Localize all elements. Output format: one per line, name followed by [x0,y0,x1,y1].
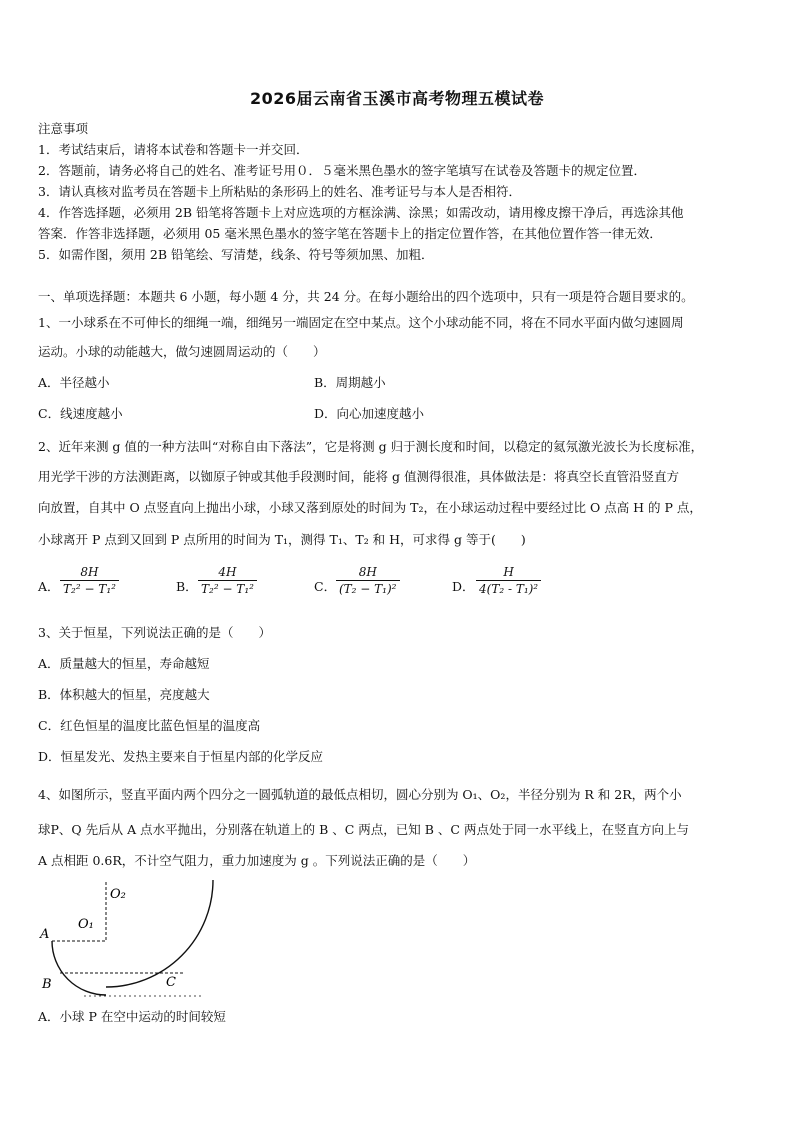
label-b: B [42,977,52,992]
question-2-text: 用光学干涉的方法测距离，以铷原子钟或其他手段测时间，能将 g 值测得很准，具体做法是：将真空长直管沿竖直方 [38,469,679,484]
q2-option-c-formula [336,565,400,596]
small-arc [52,941,106,995]
question-4-text: 球P、Q 先后从 A 点水平抛出，分别落在轨道上的 B 、C 两点，已知 B 、C 两点处于同一水平线上，在竖直方向上与 [38,822,689,837]
q3-option-b: B．体积越大的恒星，亮度越大 [38,687,210,702]
q2-option-b-label: B． [176,579,198,594]
formula-denominator: T₂² − T₁² [198,580,257,596]
notice-item: 答案．作答非选择题，必须用 05 毫米黑色墨水的签字笔在答题卡上的指定位置作答，在其他位置作答一律无效． [38,226,662,241]
question-4-text: A 点相距 0.6R，不计空气阻力，重力加速度为 g 。下列说法正确的是（ ） [38,853,476,868]
label-c: C [166,975,176,990]
notice-item: 5．如需作图，须用 2B 铅笔绘、写清楚，线条、符号等须加黑、加粗． [38,247,434,262]
formula-numerator: 8H [80,565,99,579]
formula-denominator: 4(T₂ - T₁)² [476,580,541,596]
question-4-text: 4、如图所示，竖直平面内两个四分之一圆弧轨道的最低点相切，圆心分别为 O₁、O₂，半径分别为 R 和 2R，两个小 [38,787,682,802]
notice-item: 1．考试结束后，请将本试卷和答题卡一并交回． [38,142,309,157]
formula-numerator: 8H [358,565,377,579]
question-2-text: 向放置，自其中 O 点竖直向上抛出小球，小球又落到原处的时间为 T₂，在小球运动过程中要经过比 O 点高 H 的 P 点， [38,500,702,515]
formula-denominator: T₂² − T₁² [60,580,119,596]
q4-option-a: A．小球 P 在空中运动的时间较短 [38,1009,226,1024]
notice-item: 2．答题前，请务必将自己的姓名、准考证号用０．５毫米黑色墨水的签字笔填写在试卷及答题卡的规定位置． [38,163,646,178]
q1-option-d: D．向心加速度越小 [314,406,425,421]
q2-option-c-label: C． [314,579,337,594]
notice-item: 3．请认真核对监考员在答题卡上所粘贴的条形码上的姓名、准考证号与本人是否相符． [38,184,521,199]
q2-option-a-label: A． [38,579,60,594]
question-2-text: 2、近年来测 g 值的一种方法叫“对称自由下落法”，它是将测 g 归于测长度和时间，以稳定的氦氖激光波长为长度标准， [38,439,704,454]
q2-option-b-formula [198,565,257,596]
question-1-text: 1、一小球系在不可伸长的细绳一端，细绳另一端固定在空中某点。这个小球动能不同，将在不同水平面内做匀速圆周 [38,315,684,330]
q1-option-c: C．线速度越小 [38,406,123,421]
q2-option-d-label: D． [452,579,475,594]
question-3-text: 3、关于恒星，下列说法正确的是（ ） [38,625,271,640]
q3-option-c: C．红色恒星的温度比蓝色恒星的温度高 [38,718,261,733]
notice-item: 4．作答选择题，必须用 2B 铅笔将答题卡上对应选项的方框涂满、涂黑；如需改动，请用橡皮擦干净后，再选涂其他 [38,205,684,220]
q1-option-a: A．半径越小 [38,375,110,390]
q3-option-d: D．恒星发光、发热主要来自于恒星内部的化学反应 [38,749,324,764]
question-2-text: 小球离开 P 点到又回到 P 点所用的时间为 T₁，测得 T₁、T₂ 和 H，可求得 g 等于( ) [38,532,526,547]
section-heading: 一、单项选择题：本题共 6 小题，每小题 4 分，共 24 分。在每小题给出的四个选项中，只有一项是符合题目要求的。 [38,289,694,304]
label-o2: O₂ [110,887,126,902]
q1-option-b: B．周期越小 [314,375,386,390]
q4-arc-track-figure [38,880,228,1005]
q2-option-a-formula [60,565,119,596]
formula-numerator: 4H [218,565,237,579]
label-o1: O₁ [78,917,94,932]
formula-denominator: (T₂ − T₁)² [336,580,400,596]
formula-numerator: H [503,565,514,579]
question-1-text: 运动。小球的动能越大，做匀速圆周运动的（ ） [38,344,326,359]
q2-option-d-formula [476,565,541,596]
page-title: 2026届云南省玉溪市高考物理五模试卷 [249,89,545,108]
q3-option-a: A．质量越大的恒星，寿命越短 [38,656,210,671]
notice-heading: 注意事项 [38,121,89,136]
label-a: A [40,927,50,942]
